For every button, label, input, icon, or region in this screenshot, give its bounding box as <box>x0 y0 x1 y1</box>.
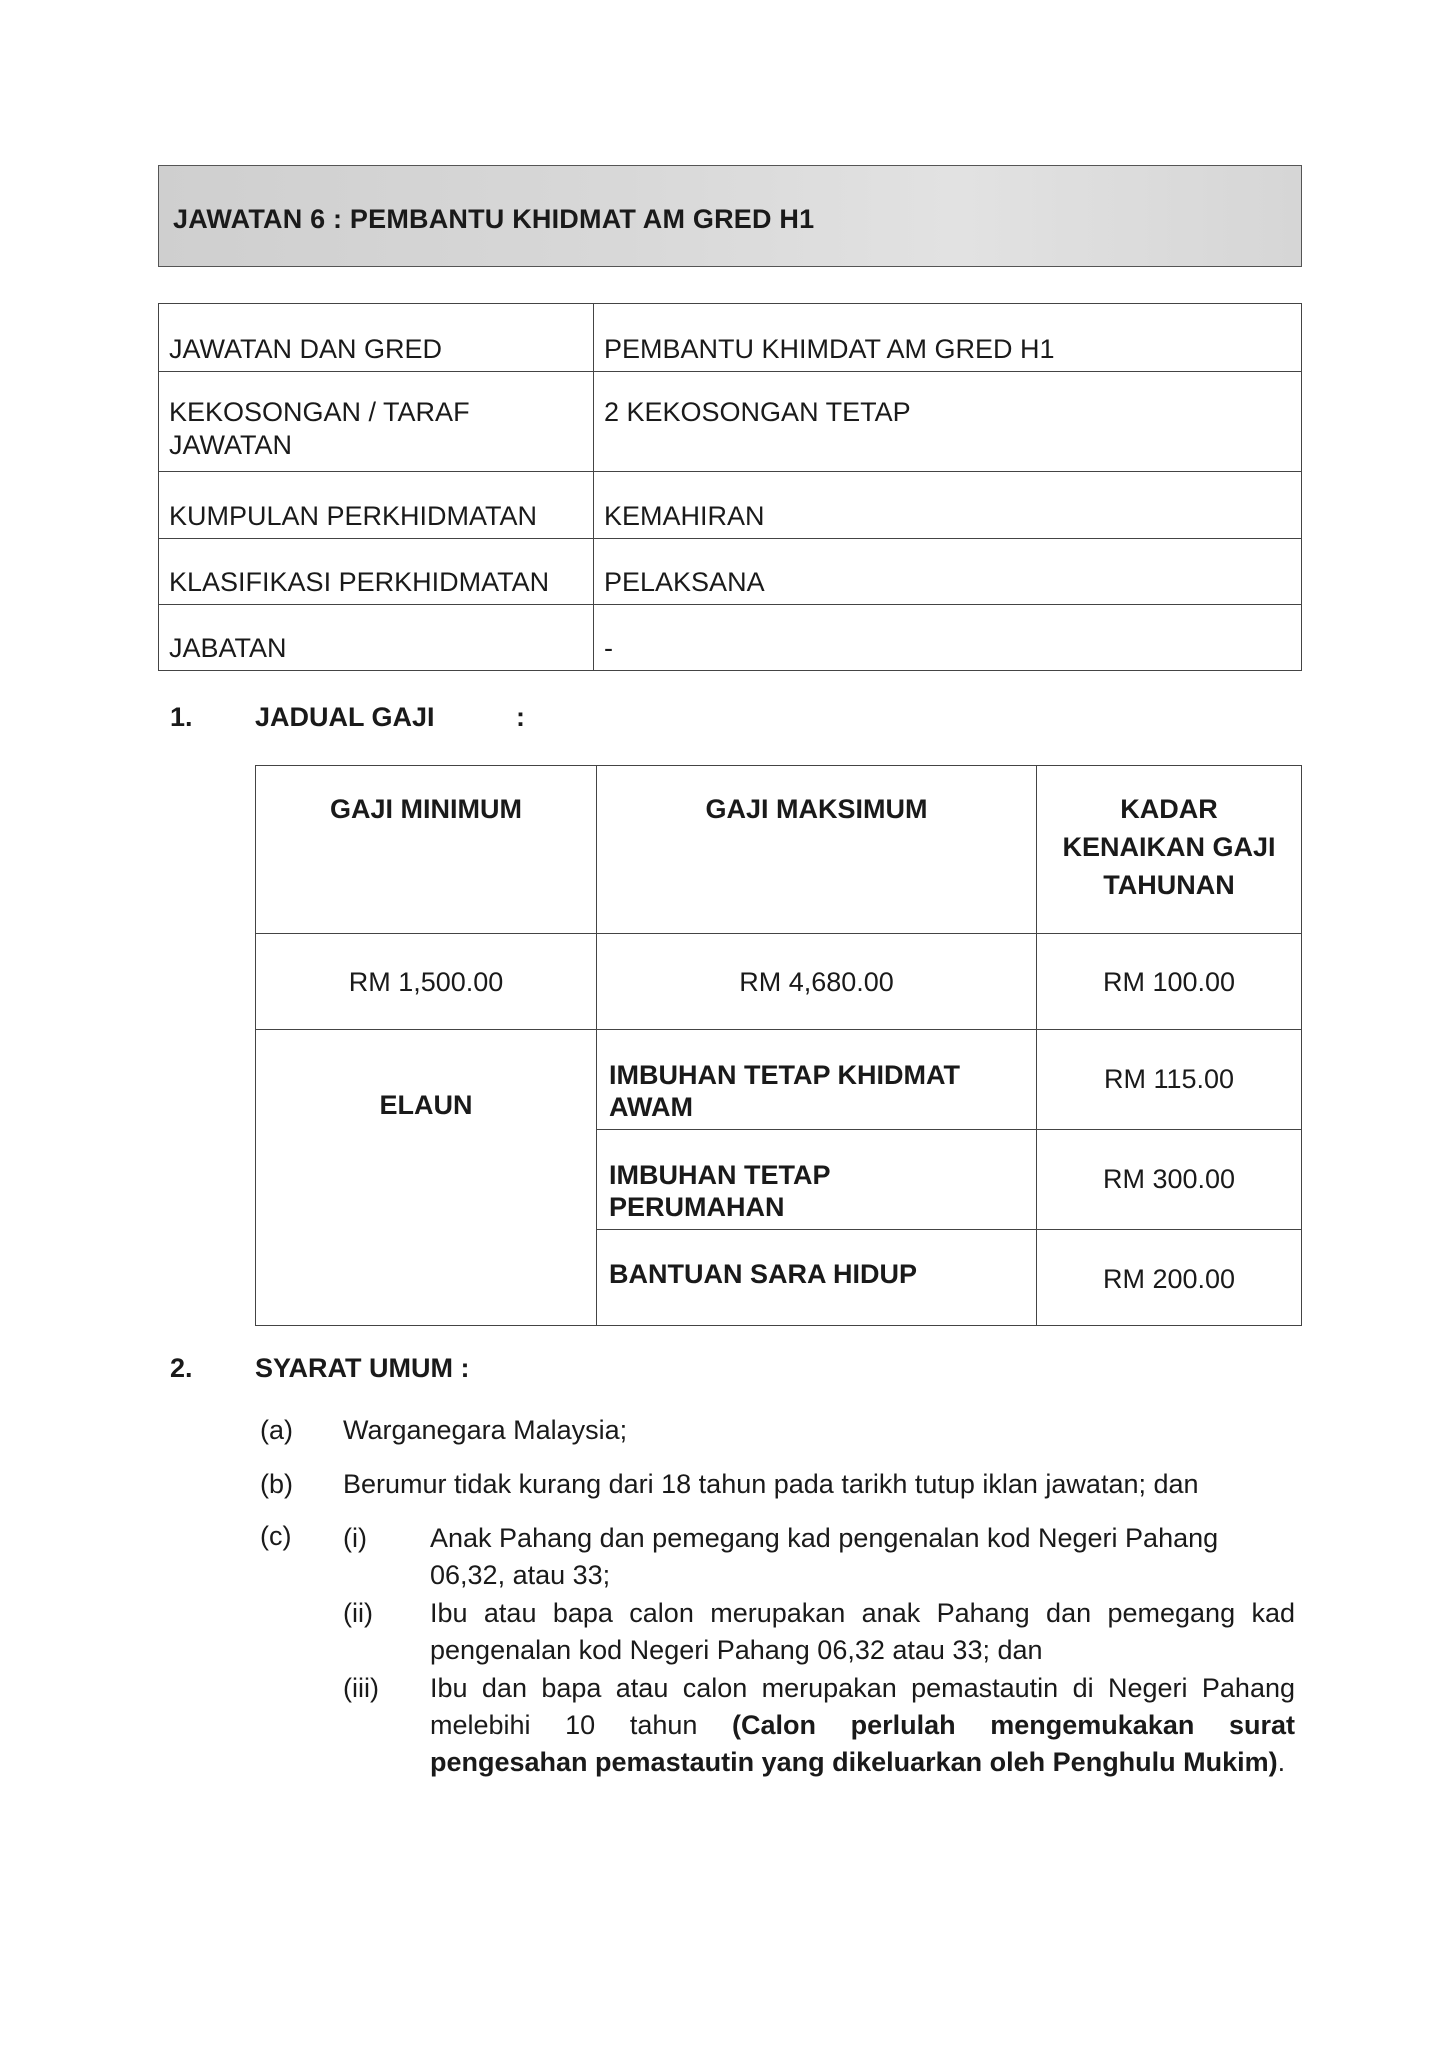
sub-list-item: Ibu atau bapa calon merupakan anak Pahang dan pemegang kad pengenalan kod Negeri Pahang 06,32 atau 33; dan <box>430 1598 1295 1665</box>
section-number: 1. <box>170 702 193 732</box>
list-marker: (b) <box>260 1469 293 1499</box>
column-header: KADAR KENAIKAN GAJI TAHUNAN <box>1037 766 1302 934</box>
allowance-name: IMBUHAN TETAP KHIDMAT AWAM <box>597 1030 1037 1130</box>
info-value: PELAKSANA <box>594 539 1302 605</box>
sub-list-item-note: (Calon perlulah mengemukakan surat pengesahan pemastautin yang dikeluarkan oleh Penghulu Mukim) <box>430 1710 1295 1777</box>
allowance-amount: RM 115.00 <box>1037 1030 1302 1130</box>
info-value: KEMAHIRAN <box>594 472 1302 539</box>
allowance-label: ELAUN <box>256 1030 597 1326</box>
section-number: 2. <box>170 1353 193 1383</box>
column-header: GAJI MINIMUM <box>256 766 597 934</box>
info-label: KEKOSONGAN / TARAF JAWATAN <box>159 372 594 472</box>
allowance-name: IMBUHAN TETAP PERUMAHAN <box>597 1130 1037 1230</box>
info-value: - <box>594 605 1302 671</box>
table-row <box>256 766 1302 934</box>
section-colon: : <box>516 702 525 732</box>
info-value: 2 KEKOSONGAN TETAP <box>594 372 1302 472</box>
sub-list-marker: (iii) <box>343 1673 379 1703</box>
info-label: JAWATAN DAN GRED <box>159 304 594 372</box>
sub-list-item: Anak Pahang dan pemegang kad pengenalan kod Negeri Pahang 06,32, atau 33; <box>430 1523 1219 1590</box>
page-title: JAWATAN 6 : PEMBANTU KHIDMAT AM GRED H1 <box>173 204 815 234</box>
sub-list-item-text: Ibu dan bapa atau calon merupakan pemastautin di Negeri Pahang melebihi 10 tahun <box>430 1673 1295 1740</box>
table-row <box>159 605 1302 671</box>
min-salary: RM 1,500.00 <box>256 934 597 1030</box>
sub-list-item-end: . <box>1277 1747 1286 1777</box>
table-row <box>256 934 1302 1030</box>
list-marker: (c) <box>260 1521 292 1551</box>
title-banner <box>158 165 1302 267</box>
salary-table <box>255 765 1302 1326</box>
allowance-amount: RM 200.00 <box>1037 1230 1302 1326</box>
table-row <box>159 372 1302 472</box>
column-header: GAJI MAKSIMUM <box>597 766 1037 934</box>
list-marker: (a) <box>260 1415 293 1445</box>
sub-list-item <box>430 1670 1295 1781</box>
sub-list-marker: (i) <box>343 1523 367 1553</box>
list-item: Warganegara Malaysia; <box>343 1415 628 1445</box>
job-info-table <box>158 303 1302 671</box>
section-heading: SYARAT UMUM : <box>255 1353 470 1383</box>
info-value: PEMBANTU KHIMDAT AM GRED H1 <box>594 304 1302 372</box>
table-row <box>159 472 1302 539</box>
list-item: Berumur tidak kurang dari 18 tahun pada tarikh tutup iklan jawatan; dan <box>343 1469 1199 1499</box>
table-row <box>256 1030 1302 1130</box>
info-label: JABATAN <box>159 605 594 671</box>
info-label: KUMPULAN PERKHIDMATAN <box>159 472 594 539</box>
allowance-name: BANTUAN SARA HIDUP <box>597 1230 1037 1326</box>
table-row <box>159 539 1302 605</box>
section-heading: JADUAL GAJI <box>255 702 435 732</box>
sub-list-marker: (ii) <box>343 1598 373 1628</box>
table-row <box>159 304 1302 372</box>
annual-increment: RM 100.00 <box>1037 934 1302 1030</box>
allowance-amount: RM 300.00 <box>1037 1130 1302 1230</box>
max-salary: RM 4,680.00 <box>597 934 1037 1030</box>
info-label: KLASIFIKASI PERKHIDMATAN <box>159 539 594 605</box>
